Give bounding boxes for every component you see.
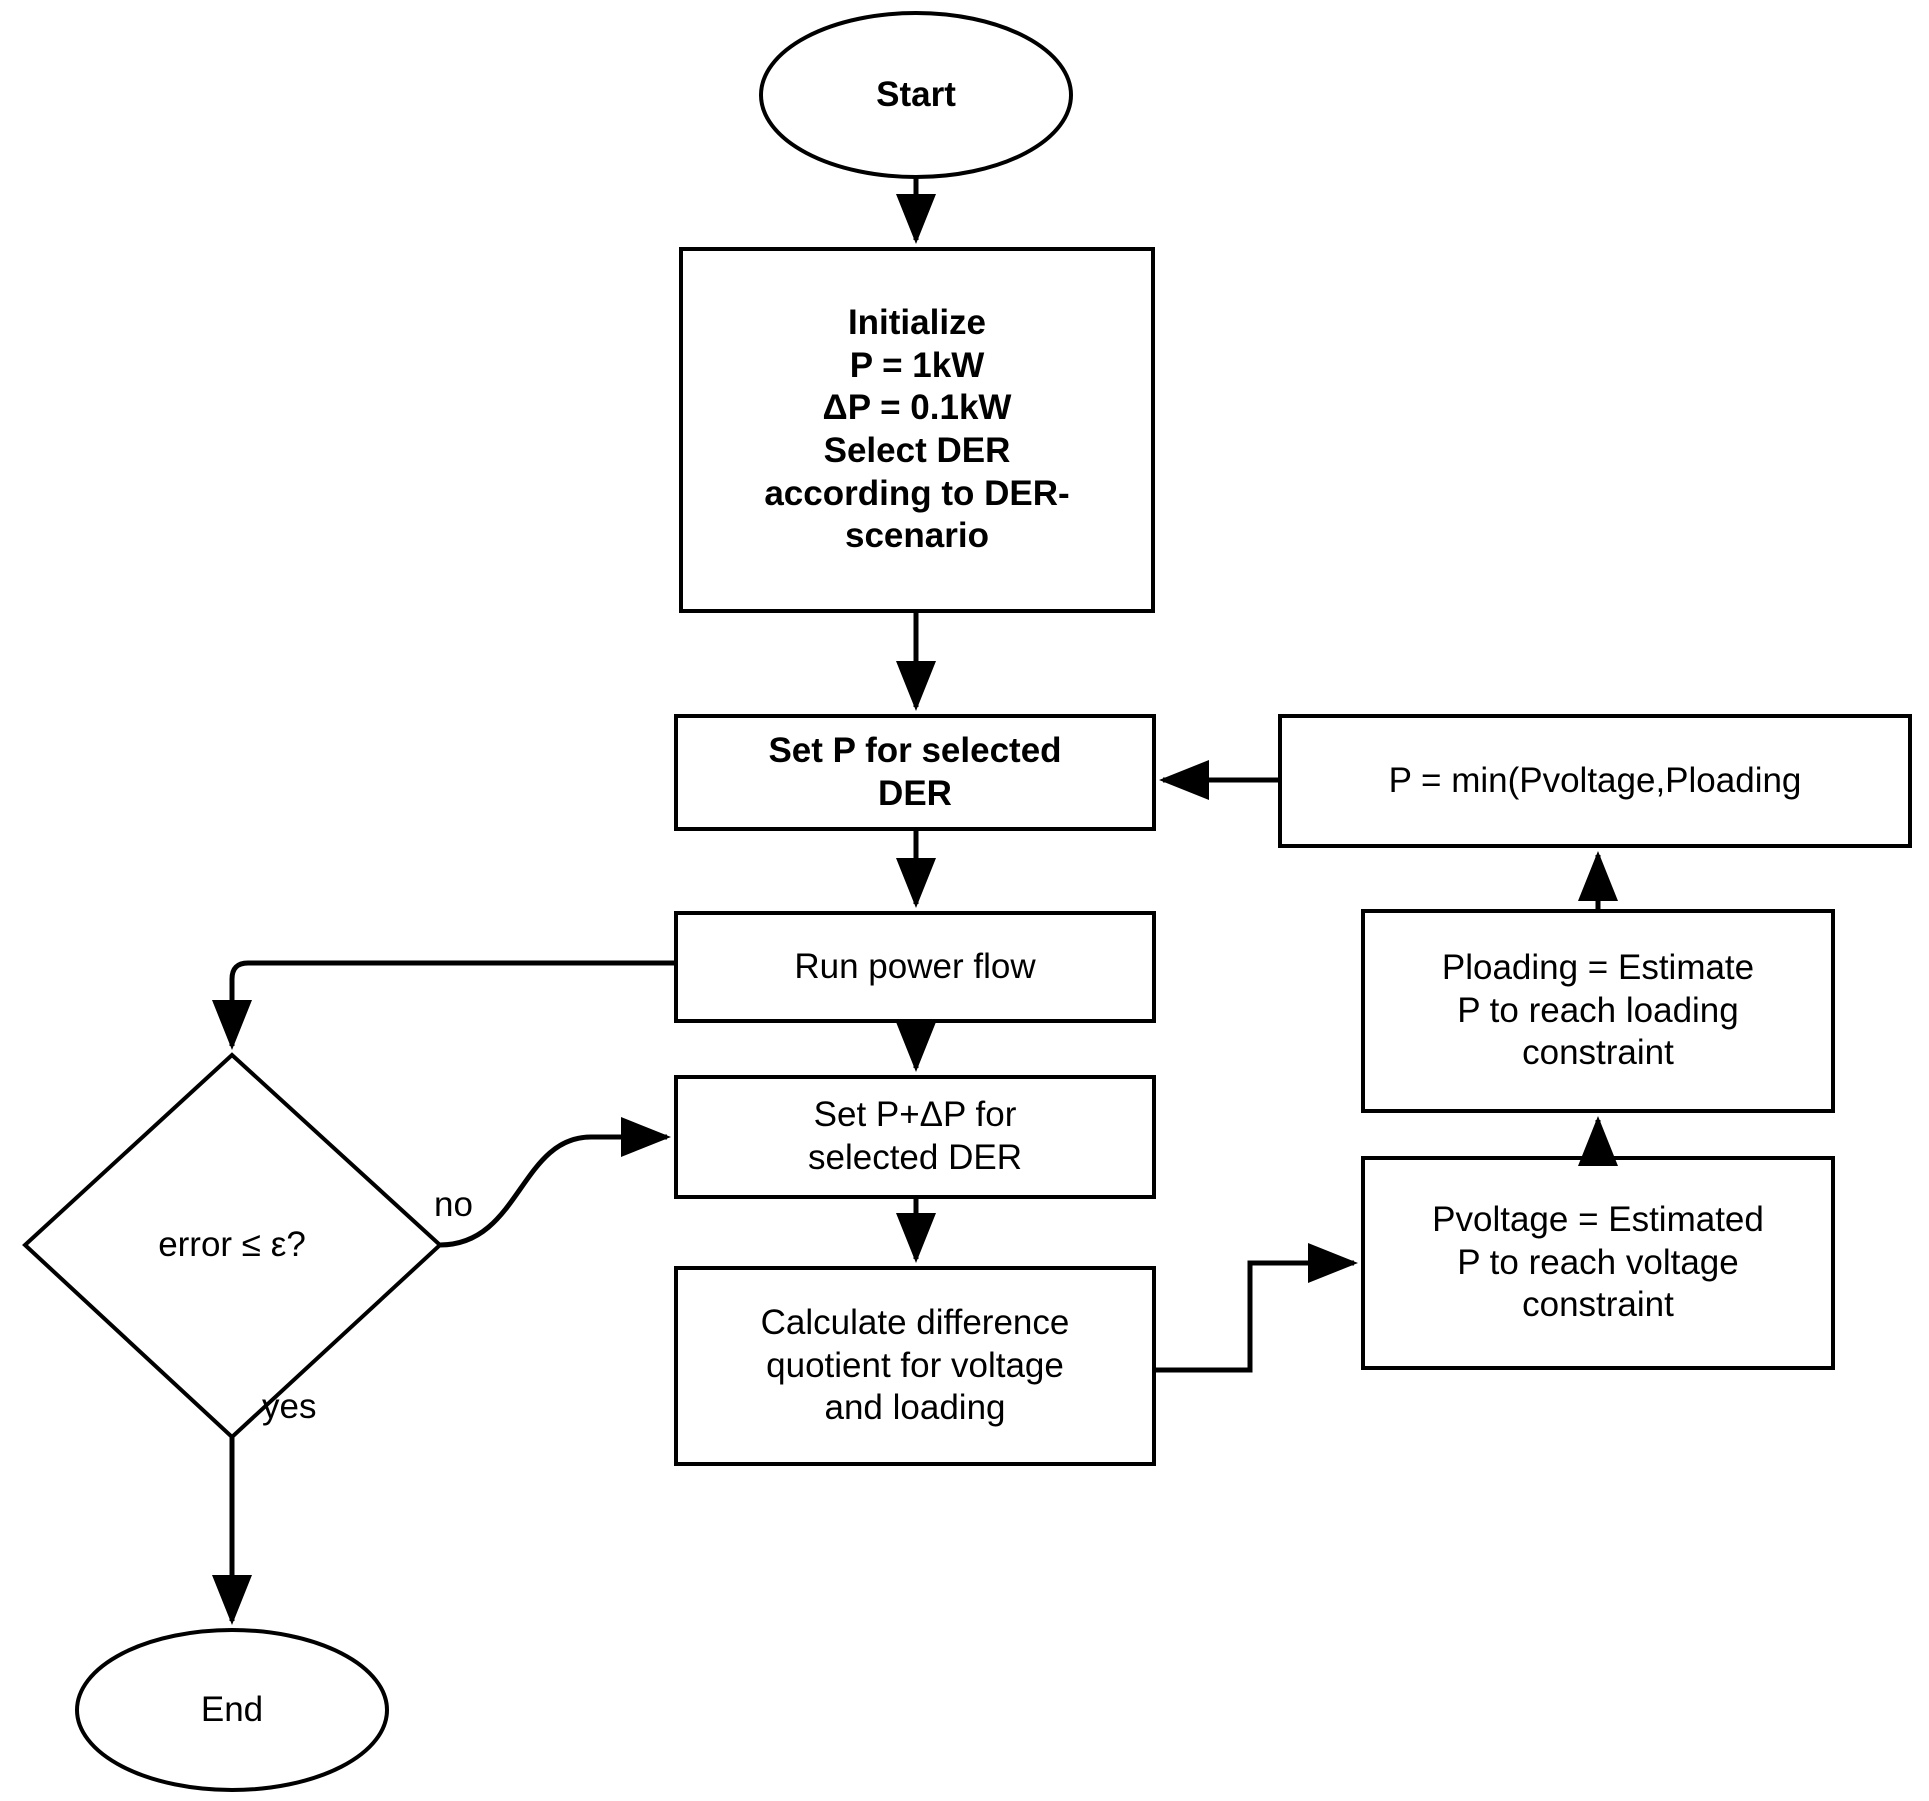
node-start-shape — [761, 13, 1071, 177]
node-ploading-shape — [1363, 911, 1833, 1111]
node-start-label: Start — [876, 74, 956, 114]
edge-decision-to-setpdp — [440, 1137, 667, 1245]
node-ploading-label: Ploading = Estimate P to reach loading constraint — [1441, 947, 1755, 1073]
node-end-label: End — [200, 1689, 264, 1729]
node-end-shape — [77, 1630, 387, 1790]
node-initialize-shape — [681, 249, 1153, 611]
node-runflow-shape — [676, 913, 1154, 1021]
node-runflow-label: Run power flow — [794, 946, 1036, 986]
node-pmin-label: P = min(Pvoltage,Ploading — [1388, 760, 1802, 800]
node-setp-shape — [676, 716, 1154, 829]
node-initialize-label: Initialize P = 1kW ΔP = 0.1kW Select DER according to DER- scenario — [764, 302, 1070, 556]
node-setp-label: Set P for selected DER — [768, 730, 1062, 813]
node-pvoltage-label: Pvoltage = Estimated P to reach voltage constraint — [1432, 1199, 1764, 1325]
node-decision-label: error ≤ ε? — [158, 1224, 306, 1264]
node-setpdp-label: Set P+ΔP for selected DER — [808, 1095, 1022, 1177]
edge-calcdiff-to-pvoltage — [1154, 1263, 1354, 1370]
node-pvoltage-shape — [1363, 1158, 1833, 1368]
node-calcdiff-label: Calculate difference quotient for voltage and loading — [760, 1302, 1070, 1428]
node-pmin-shape — [1280, 716, 1910, 846]
edge-label-yes: yes — [262, 1387, 317, 1426]
node-calcdiff-shape — [676, 1268, 1154, 1464]
node-setpdp-shape — [676, 1077, 1154, 1197]
edge-label-no: no — [434, 1185, 473, 1224]
edge-runflow-to-decision — [232, 963, 676, 1046]
node-decision-shape — [25, 1055, 440, 1437]
